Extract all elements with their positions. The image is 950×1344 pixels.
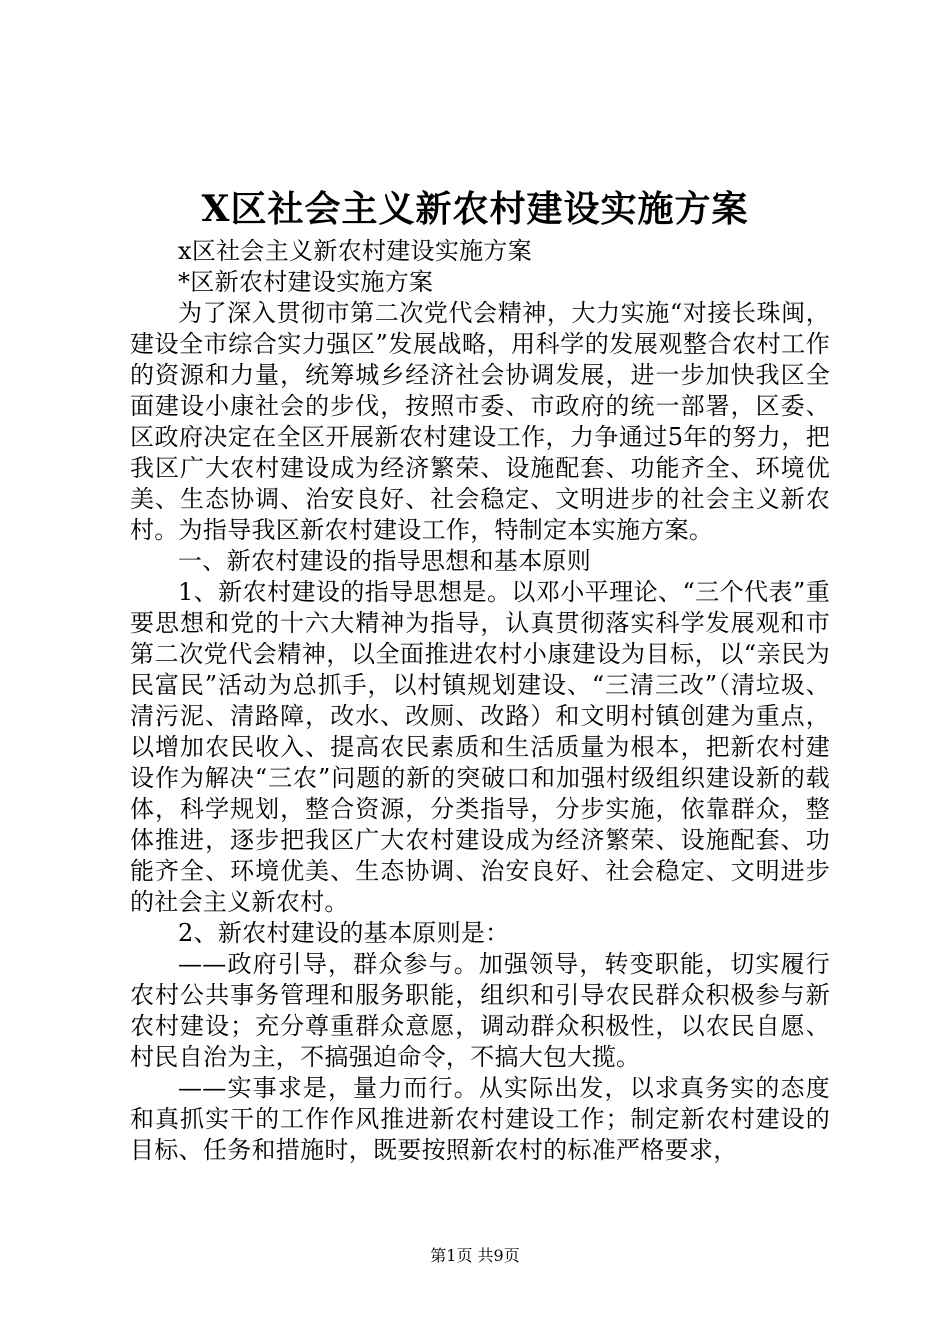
paragraph-principle-2: ——实事求是，量力而行。从实际出发，以求真务实的态度和真抓实干的工作作风推进新农村建设工作；制定新农村建设的目标、任务和措施时，既要按照新农村的标准严格要求， bbox=[130, 1074, 830, 1164]
section-heading-1: 一、新农村建设的指导思想和基本原则 bbox=[178, 547, 592, 575]
document-body bbox=[130, 236, 830, 1166]
paragraph-intro: 为了深入贯彻市第二次党代会精神，大力实施“对接长珠闽，建设全市综合实力强区”发展战略，用科学的发展观整合农村工作的资源和力量，统筹城乡经济社会协调发展，进一步加快我区全面建设小康社会的步伐，按照市委、市政府的统一部署，区委、区政府决定在全区开展新农村建设工作，力争通过5年的努力，把我区广大农村建设成为经济繁荣、设施配套、功能齐全、环境优美、生态协调、治安良好、社会稳定、文明进步的社会主义新农村。为指导我区新农村建设工作，特制定本实施方案。 bbox=[130, 299, 830, 544]
paragraph-guiding-ideology: 1、新农村建设的指导思想是。以邓小平理论、“三个代表”重要思想和党的十六大精神为指导，认真贯彻落实科学发展观和市第二次党代会精神，以全面推进农村小康建设为目标，以“亲民为民富民”活动为总抓手，以村镇规划建设、“三清三改”（清垃圾、清污泥、清路障，改水、改厕、改路）和文明村镇创建为重点，以增加农民收入、提高农民素质和生活质量为根本，把新农村建设作为解决“三农”问题的新的突破口和加强村级组织建设新的载体，科学规划，整合资源，分类指导，分步实施，依靠群众，整体推进，逐步把我区广大农村建设成为经济繁荣、设施配套、功能齐全、环境优美、生态协调、治安良好、社会稳定、文明进步的社会主义新农村。 bbox=[130, 578, 830, 916]
document-title: X区社会主义新农村建设实施方案 bbox=[201, 188, 749, 230]
paragraph-subtitle-1: x区社会主义新农村建设实施方案 bbox=[178, 237, 533, 265]
paragraph-subtitle-2: *区新农村建设实施方案 bbox=[178, 268, 434, 296]
paragraph-principle-1: ——政府引导，群众参与。加强领导，转变职能，切实履行农村公共事务管理和服务职能，组织和引导农民群众积极参与新农村建设；充分尊重群众意愿，调动群众积极性，以农民自愿、村民自治为主，不搞强迫命令，不搞大包大揽。 bbox=[130, 950, 830, 1071]
page-footer: 第1页 共9页 bbox=[430, 1246, 520, 1265]
paragraph-principles-heading: 2、新农村建设的基本原则是： bbox=[178, 919, 510, 947]
